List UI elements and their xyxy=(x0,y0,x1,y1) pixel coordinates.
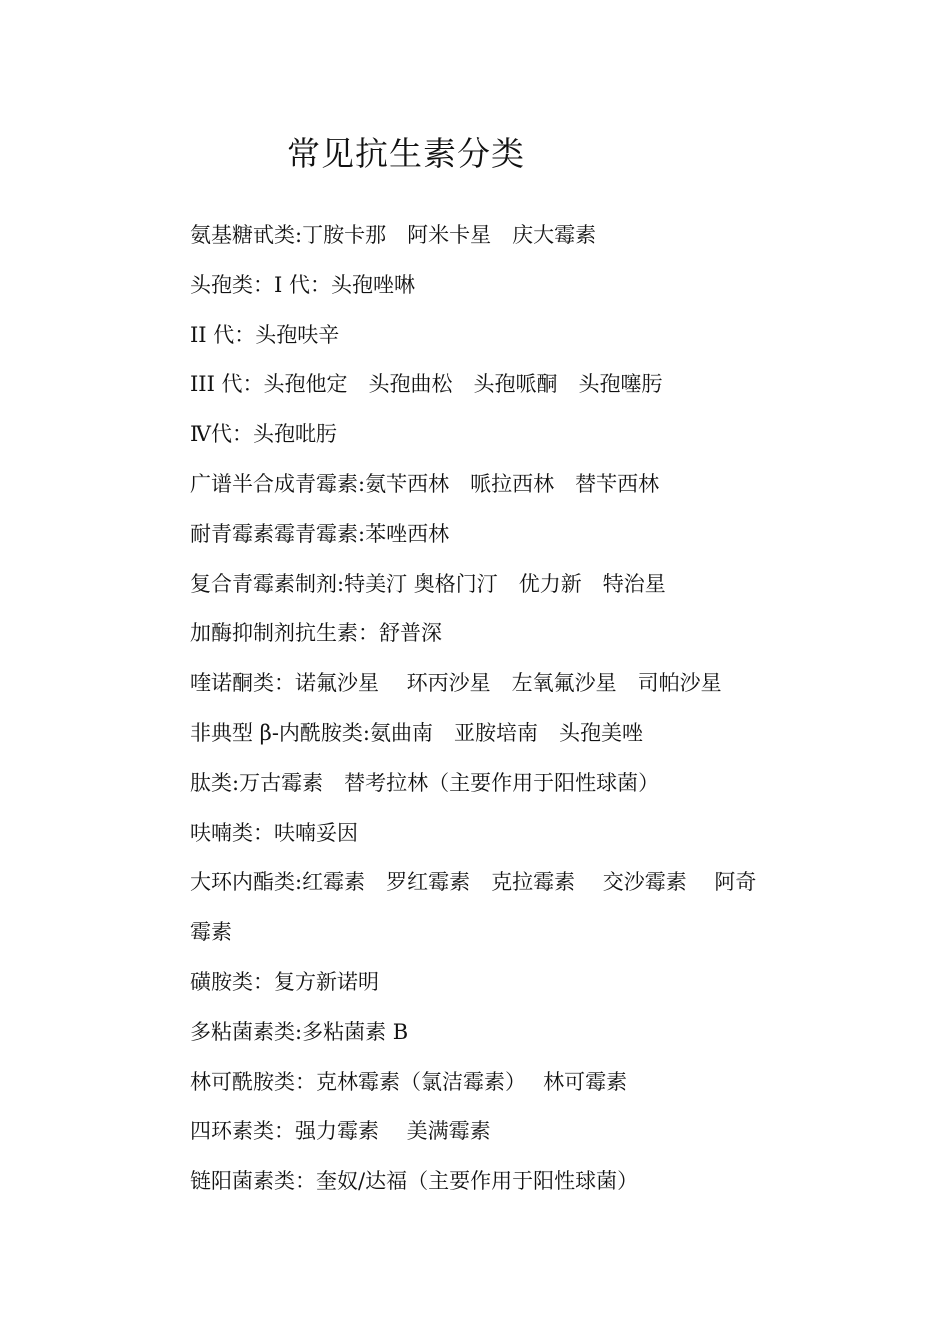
list-item: 非典型 β-内酰胺类:氨曲南 亚胺培南 头孢美唑 xyxy=(190,720,643,745)
list-item: 四环素类：强力霉素 美满霉素 xyxy=(190,1119,491,1144)
list-item: 加酶抑制剂抗生素：舒普深 xyxy=(190,621,442,646)
page-title: 常见抗生素分类 xyxy=(287,134,525,173)
list-item: 头孢类：I 代：头孢唑啉 xyxy=(190,272,415,297)
list-item: 霉素 xyxy=(190,920,232,945)
list-item: 广谱半合成青霉素:氨苄西林 哌拉西林 替苄西林 xyxy=(190,471,660,496)
list-item: 呋喃类：呋喃妥因 xyxy=(190,820,358,845)
list-item: 氨基糖甙类:丁胺卡那 阿米卡星 庆大霉素 xyxy=(190,223,597,247)
antibiotic-list xyxy=(190,216,830,1212)
list-item: Ⅳ代：头孢吡肟 xyxy=(190,422,337,447)
list-item: III 代：头孢他定 头孢曲松 头孢哌酮 头孢噻肟 xyxy=(190,372,663,397)
list-item: 林可酰胺类：克林霉素（氯洁霉素） 林可霉素 xyxy=(190,1069,628,1094)
list-item: 耐青霉素霉青霉素:苯唑西林 xyxy=(190,521,450,546)
list-item: 大环内酯类:红霉素 罗红霉素 克拉霉素 交沙霉素 阿奇 xyxy=(190,870,757,895)
list-item: 多粘菌素类:多粘菌素 B xyxy=(190,1019,409,1044)
list-item: 肽类:万古霉素 替考拉林（主要作用于阳性球菌） xyxy=(190,770,660,795)
list-item: II 代：头孢呋辛 xyxy=(190,322,340,347)
list-item: 复合青霉素制剂:特美汀 奥格门汀 优力新 特治星 xyxy=(190,571,666,596)
list-item: 喹诺酮类：诺氟沙星 环丙沙星 左氧氟沙星 司帕沙星 xyxy=(190,671,722,696)
list-item: 磺胺类：复方新诺明 xyxy=(190,969,379,994)
list-item: 链阳菌素类：奎奴/达福（主要作用于阳性球菌） xyxy=(190,1169,639,1194)
